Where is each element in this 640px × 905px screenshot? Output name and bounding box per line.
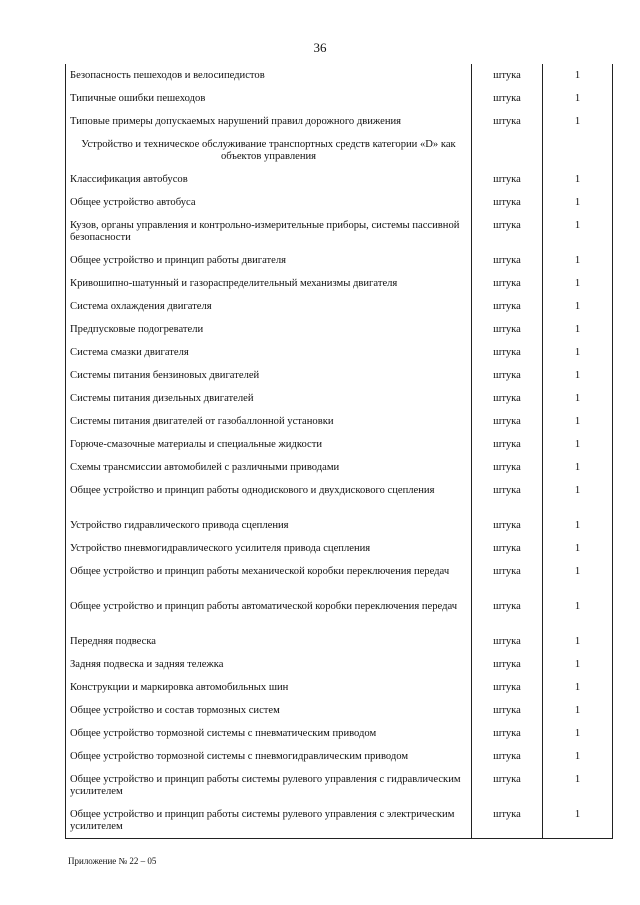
item-name-cell: Задняя подвеска и задняя тележка (66, 653, 472, 676)
unit-cell: штука (472, 433, 543, 456)
quantity-cell: 1 (543, 387, 613, 410)
table-row (66, 168, 613, 191)
unit-cell: штука (472, 110, 543, 133)
item-name-cell: Устройство и техническое обслуживание транспортных средств категории «D» как объектов управления (66, 133, 472, 168)
section-header-row (66, 133, 613, 168)
quantity-cell: 1 (543, 479, 613, 514)
item-name-cell: Общее устройство и принцип работы механической коробки переключения передач (66, 560, 472, 595)
unit-cell: штука (472, 595, 543, 630)
table-row (66, 537, 613, 560)
table-row (66, 110, 613, 133)
item-name-cell: Предпусковые подогреватели (66, 318, 472, 341)
quantity-cell: 1 (543, 433, 613, 456)
item-name-cell: Общее устройство тормозной системы с пневматическим приводом (66, 722, 472, 745)
unit-cell: штука (472, 745, 543, 768)
quantity-cell: 1 (543, 64, 613, 87)
quantity-cell: 1 (543, 745, 613, 768)
quantity-cell: 1 (543, 318, 613, 341)
quantity-cell: 1 (543, 722, 613, 745)
table-row (66, 722, 613, 745)
quantity-cell: 1 (543, 214, 613, 249)
item-name-cell: Системы питания бензиновых двигателей (66, 364, 472, 387)
quantity-cell: 1 (543, 456, 613, 479)
table-row (66, 64, 613, 87)
quantity-cell: 1 (543, 560, 613, 595)
quantity-cell: 1 (543, 676, 613, 699)
unit-cell: штука (472, 514, 543, 537)
unit-cell: штука (472, 537, 543, 560)
equipment-table (65, 64, 613, 839)
item-name-cell: Системы питания двигателей от газобаллонной установки (66, 410, 472, 433)
item-name-cell: Горюче-смазочные материалы и специальные жидкости (66, 433, 472, 456)
unit-cell: штука (472, 87, 543, 110)
quantity-cell: 1 (543, 410, 613, 433)
unit-cell: штука (472, 318, 543, 341)
quantity-cell: 1 (543, 110, 613, 133)
unit-cell: штука (472, 191, 543, 214)
unit-cell: штука (472, 387, 543, 410)
quantity-cell: 1 (543, 595, 613, 630)
item-name-cell: Передняя подвеска (66, 630, 472, 653)
item-name-cell: Классификация автобусов (66, 168, 472, 191)
unit-cell: штука (472, 722, 543, 745)
table-row (66, 745, 613, 768)
unit-cell: штука (472, 168, 543, 191)
table-row (66, 479, 613, 514)
item-name-cell: Система смазки двигателя (66, 341, 472, 364)
table-row (66, 560, 613, 595)
quantity-cell: 1 (543, 191, 613, 214)
table-row (66, 595, 613, 630)
item-name-cell: Системы питания дизельных двигателей (66, 387, 472, 410)
quantity-cell (543, 133, 613, 168)
table-body (66, 64, 613, 839)
item-name-cell: Устройство пневмогидравлического усилителя привода сцепления (66, 537, 472, 560)
table-row (66, 387, 613, 410)
item-name-cell: Типовые примеры допускаемых нарушений правил дорожного движения (66, 110, 472, 133)
unit-cell: штука (472, 768, 543, 803)
quantity-cell: 1 (543, 803, 613, 839)
unit-cell: штука (472, 456, 543, 479)
table-row (66, 456, 613, 479)
unit-cell: штука (472, 560, 543, 595)
table-row (66, 272, 613, 295)
table-row (66, 514, 613, 537)
item-name-cell: Общее устройство и принцип работы автоматической коробки переключения передач (66, 595, 472, 630)
quantity-cell: 1 (543, 537, 613, 560)
quantity-cell: 1 (543, 168, 613, 191)
unit-cell: штука (472, 803, 543, 839)
unit-cell: штука (472, 653, 543, 676)
unit-cell: штука (472, 410, 543, 433)
table-row (66, 676, 613, 699)
table-row (66, 191, 613, 214)
item-name-cell: Схемы трансмиссии автомобилей с различными приводами (66, 456, 472, 479)
item-name-cell: Устройство гидравлического привода сцепления (66, 514, 472, 537)
unit-cell: штука (472, 630, 543, 653)
item-name-cell: Общее устройство и состав тормозных систем (66, 699, 472, 722)
table-row (66, 341, 613, 364)
item-name-cell: Общее устройство и принцип работы двигателя (66, 249, 472, 272)
unit-cell: штука (472, 676, 543, 699)
table-row (66, 768, 613, 803)
table-row (66, 630, 613, 653)
item-name-cell: Общее устройство тормозной системы с пневмогидравлическим приводом (66, 745, 472, 768)
item-name-cell: Кривошипно-шатунный и газораспределительный механизмы двигателя (66, 272, 472, 295)
quantity-cell: 1 (543, 272, 613, 295)
page-number: 36 (313, 40, 327, 55)
table-row (66, 653, 613, 676)
table-row (66, 699, 613, 722)
quantity-cell: 1 (543, 87, 613, 110)
quantity-cell: 1 (543, 768, 613, 803)
table-row (66, 87, 613, 110)
unit-cell (472, 133, 543, 168)
quantity-cell: 1 (543, 249, 613, 272)
unit-cell: штука (472, 214, 543, 249)
item-name-cell: Общее устройство и принцип работы системы рулевого управления с гидравлическим усилителем (66, 768, 472, 803)
table-row (66, 214, 613, 249)
item-name-cell: Кузов, органы управления и контрольно-измерительные приборы, системы пассивной безопасности (66, 214, 472, 249)
table-row (66, 803, 613, 839)
footer-note: Приложение № 22 – 05 (68, 856, 157, 866)
unit-cell: штука (472, 272, 543, 295)
unit-cell: штука (472, 479, 543, 514)
unit-cell: штука (472, 699, 543, 722)
quantity-cell: 1 (543, 699, 613, 722)
quantity-cell: 1 (543, 630, 613, 653)
item-name-cell: Безопасность пешеходов и велосипедистов (66, 64, 472, 87)
unit-cell: штука (472, 364, 543, 387)
item-name-cell: Общее устройство и принцип работы однодискового и двухдискового сцепления (66, 479, 472, 514)
item-name-cell: Конструкции и маркировка автомобильных шин (66, 676, 472, 699)
unit-cell: штука (472, 64, 543, 87)
item-name-cell: Общее устройство и принцип работы системы рулевого управления с электрическим усилителем (66, 803, 472, 839)
quantity-cell: 1 (543, 341, 613, 364)
table-row (66, 364, 613, 387)
quantity-cell: 1 (543, 364, 613, 387)
unit-cell: штука (472, 341, 543, 364)
item-name-cell: Общее устройство автобуса (66, 191, 472, 214)
item-name-cell: Типичные ошибки пешеходов (66, 87, 472, 110)
unit-cell: штука (472, 295, 543, 318)
table-row (66, 249, 613, 272)
quantity-cell: 1 (543, 514, 613, 537)
table-row (66, 433, 613, 456)
item-name-cell: Система охлаждения двигателя (66, 295, 472, 318)
quantity-cell: 1 (543, 653, 613, 676)
table-row (66, 318, 613, 341)
unit-cell: штука (472, 249, 543, 272)
quantity-cell: 1 (543, 295, 613, 318)
table-row (66, 410, 613, 433)
table-row (66, 295, 613, 318)
